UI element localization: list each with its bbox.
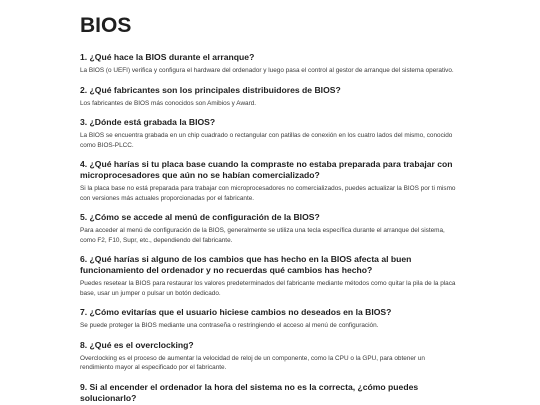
answer-5: Para acceder al menú de configuración de la BIOS, generalmente se utiliza una tecla específica durante el arranque del sistema, como F2, F10, Supr, etc., dependiendo del fabricante.	[80, 227, 445, 244]
answer-6: Puedes resetear la BIOS para restaurar los valores predeterminados del fabricante mediante métodos como quitar la pila de la placa base, usar un jumper o pulsar un botón dedicado.	[80, 280, 456, 297]
qa-item-9	[80, 382, 460, 404]
question-7: 7. ¿Cómo evitarías que el usuario hiciese cambios no deseados en la BIOS?	[80, 307, 392, 317]
answer-7: Se puede proteger la BIOS mediante una contraseña o restringiendo el acceso al menú de configuración.	[80, 322, 379, 329]
qa-item-5	[80, 212, 460, 245]
answer-3: La BIOS se encuentra grabada en un chip cuadrado o rectangular con patillas de conexión en los cuatro lados del mismo, conocido como BIOS-PLCC.	[80, 132, 453, 149]
answer-1: La BIOS (o UEFI) verifica y configura el hardware del ordenador y luego pasa el control al gestor de arranque del sistema operativo.	[80, 67, 454, 74]
question-2: 2. ¿Qué fabricantes son los principales distribuidores de BIOS?	[80, 84, 341, 95]
qa-item-3	[80, 117, 460, 150]
answer-8: Overclocking es el proceso de aumentar la velocidad de reloj de un componente, como la CPU o la GPU, para obtener un rendimiento mayor al especificado por el fabricante.	[80, 354, 425, 371]
question-4: 4. ¿Qué harías si tu placa base cuando la compraste no estaba preparada para trabajar con microprocesadores que aún no se habían comercializado?	[80, 159, 453, 180]
qa-item-8	[80, 340, 460, 373]
question-8: 8. ¿Qué es el overclocking?	[80, 339, 194, 350]
question-3: 3. ¿Dónde está grabada la BIOS?	[80, 117, 216, 127]
page-title: BIOS	[80, 14, 132, 37]
question-5: 5. ¿Cómo se accede al menú de configuración de la BIOS?	[80, 212, 320, 222]
answer-2: Los fabricantes de BIOS más conocidos son Amibios y Award.	[80, 99, 257, 107]
question-6: 6. ¿Qué harías si alguno de los cambios que has hecho en la BIOS afecta al buen funcionamiento del ordenador y no recuerdas qué cambios has hecho?	[80, 254, 412, 275]
qa-item-4	[80, 159, 460, 203]
qa-item-2	[80, 85, 460, 109]
answer-4: Si la placa base no está preparada para trabajar con microprocesadores no comercializados, puedes actualizar la BIOS por ti mismo con versiones más actuales proporcionadas por el fabricante.	[80, 185, 456, 202]
question-9: 9. Si al encender el ordenador la hora del sistema no es la correcta, ¿cómo puedes solucionarlo?	[80, 381, 419, 403]
question-1: 1. ¿Qué hace la BIOS durante el arranque?	[80, 52, 255, 62]
qa-item-1	[80, 52, 460, 76]
qa-item-7	[80, 307, 460, 331]
qa-item-6	[80, 254, 460, 298]
